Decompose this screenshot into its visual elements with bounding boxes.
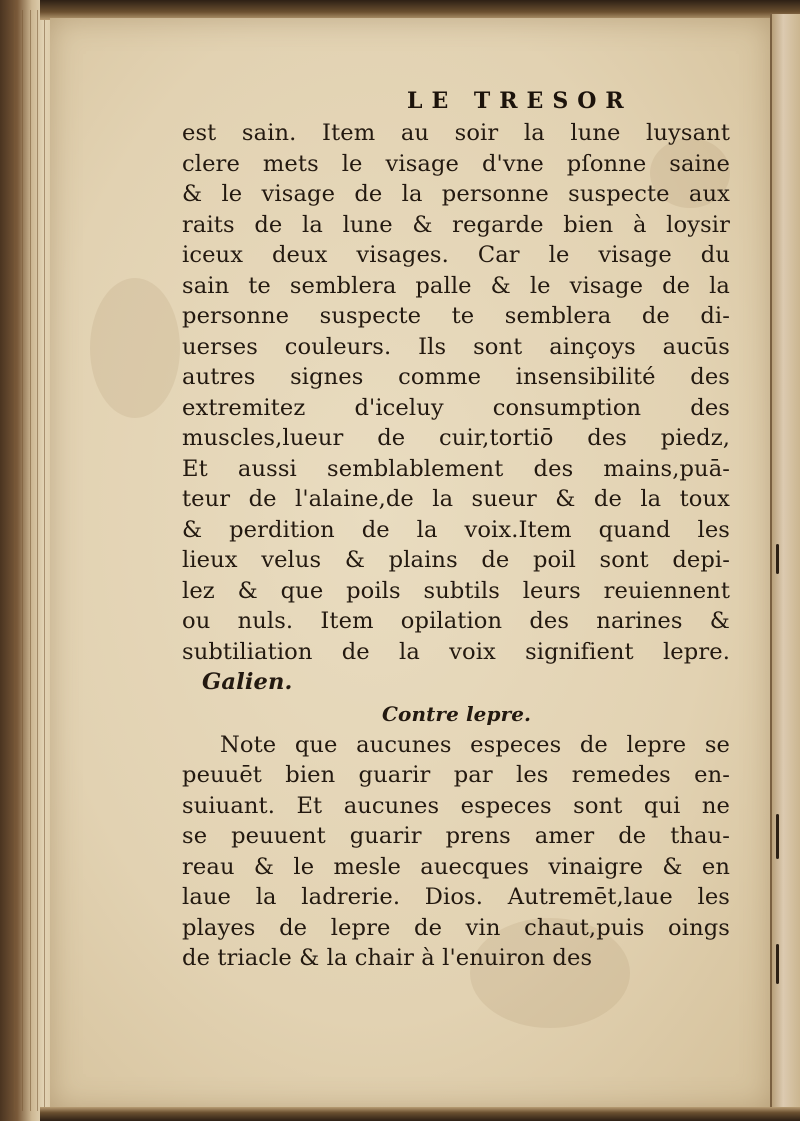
text-line: raits de la lune & regarde bien à loysir (182, 211, 730, 238)
text-line: sain te semblera palle & le visage de la (182, 272, 730, 299)
text-line: ou nuls. Item opilation des narines & (182, 608, 730, 634)
text-line: lieux velus & plains de poil sont depi- (182, 547, 730, 573)
text-line: & perdition de la voix.Item quand les (182, 516, 730, 543)
author-signature: Galien. (202, 669, 293, 695)
next-page-edge (770, 14, 800, 1109)
text-line: playes de lepre de vin chaut,puis oings (182, 914, 730, 941)
text-line: lez & que poils subtils leurs reuiennent (182, 577, 730, 604)
text-line: se peuuent guarir prens amer de thau- (182, 823, 730, 849)
section-heading: Contre lepre. (382, 701, 532, 726)
running-head: LE TRESOR (407, 88, 633, 114)
page-text (182, 84, 742, 974)
bottom-edge (40, 1107, 800, 1121)
text-line: Note que aucunes especes de lepre se (220, 731, 730, 758)
text-line: muscles,lueur de cuir,tortiō des piedz, (182, 425, 730, 451)
text-line: peuuēt bien guarir par les remedes en- (182, 762, 730, 788)
text-line: Et aussi semblablement des mains,puā- (182, 455, 730, 482)
text-line: reau & le mesle auecques vinaigre & en (182, 853, 730, 880)
text-line: suiuant. Et aucunes especes sont qui ne (182, 792, 730, 819)
text-line: laue la ladrerie. Dios. Autremēt,laue les (182, 884, 730, 910)
top-edge (40, 0, 800, 20)
text-line: autres signes comme insensibilité des (182, 364, 730, 390)
text-line: & le visage de la personne suspecte aux (182, 181, 730, 207)
text-line: personne suspecte te semblera de di- (182, 303, 730, 329)
text-line: extremitez d'iceluy consumption des (182, 394, 730, 421)
text-line: iceux deux visages. Car le visage du (182, 242, 730, 268)
text-line: clere mets le visage d'vne pſonne saine (182, 150, 730, 177)
text-line: subtiliation de la voix signifient lepre. (182, 638, 730, 665)
text-line: est sain. Item au soir la lune luysant (182, 120, 730, 146)
text-line: uerses couleurs. Ils sont ainçoys aucūs (182, 333, 730, 360)
text-line: teur de l'alaine,de la sueur & de la toux (182, 486, 730, 512)
text-line: de triacle & la chair à l'enuiron des (182, 945, 593, 971)
